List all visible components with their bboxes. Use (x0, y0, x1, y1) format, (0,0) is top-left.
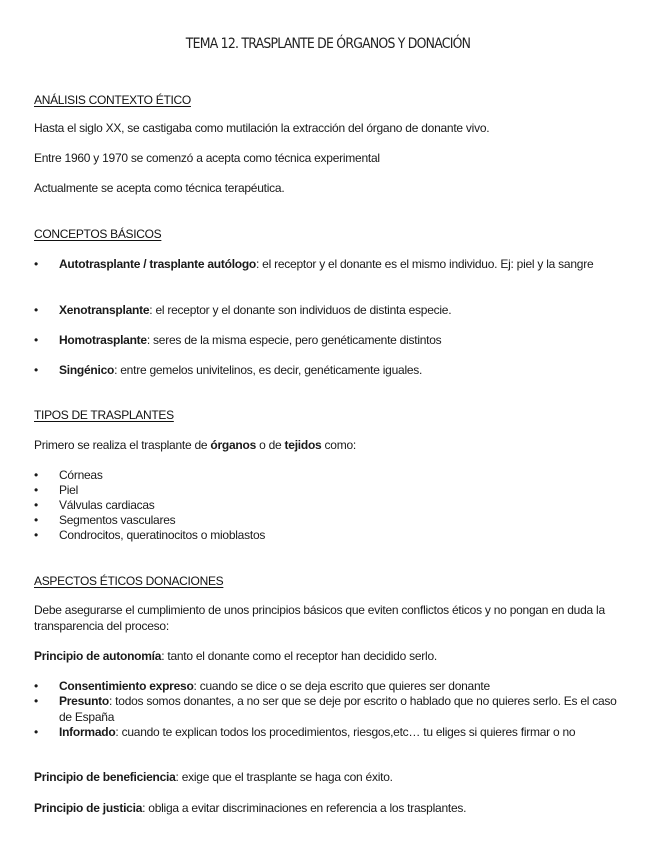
bullet: • (34, 257, 38, 271)
list-item (34, 483, 624, 499)
principle-text: : obliga a evitar discriminaciones en referencia a los trasplantes. (142, 801, 467, 815)
bullet: • (34, 528, 38, 542)
text-run: o de (256, 438, 285, 452)
bullet: • (34, 363, 38, 377)
list-item (34, 679, 624, 695)
paragraph (34, 649, 624, 665)
list-item-text: : todos somos donantes, a no ser que se deje por escrito o hablado que no quieres serlo. Es el caso de España (59, 694, 617, 724)
paragraph (34, 801, 624, 817)
text-run: Primero se realiza el trasplante de (34, 438, 211, 452)
list-item-text: Condrocitos, queratinocitos o mioblastos (59, 528, 266, 542)
bullet: • (34, 468, 38, 482)
section-heading-conceptos: CONCEPTOS BÁSICOS (34, 227, 162, 241)
list-item (34, 725, 626, 741)
bullet: • (34, 513, 38, 527)
list-item (34, 257, 624, 273)
list-item-text: : cuando se dice o se deja escrito que quieres ser donante (193, 679, 490, 693)
list-item-text: : entre gemelos univitelinos, es decir, genéticamente iguales. (114, 363, 423, 377)
list-item (34, 513, 624, 529)
text-run: como: (321, 438, 356, 452)
list-item-text: : cuando te explican todos los procedimientos, riesgos,etc… tu eliges si quieres firmar o no (115, 725, 576, 739)
principle-term: Principio de autonomía (34, 649, 162, 663)
list-item-text: : el receptor y el donante son individuos de distinta especie. (149, 303, 452, 317)
list-item-term: Xenotransplante (59, 303, 150, 317)
paragraph: Entre 1960 y 1970 se comenzó a acepta como técnica experimental (34, 151, 380, 165)
page-title: TEMA 12. TRASPLANTE DE ÓRGANOS Y DONACIÓN (185, 36, 471, 52)
paragraph (34, 438, 624, 454)
list-item-text: Segmentos vasculares (59, 513, 176, 527)
bullet: • (34, 725, 38, 739)
list-item (34, 528, 624, 544)
section-heading-tipos: TIPOS DE TRASPLANTES (34, 408, 174, 422)
list-item (34, 333, 624, 349)
list-item-term: Informado (59, 725, 116, 739)
list-item-text: : seres de la misma especie, pero genéticamente distintos (146, 333, 442, 347)
list-item (34, 303, 624, 319)
list-item-term: Singénico (59, 363, 115, 377)
principle-text: : tanto el donante como el receptor han decidido serlo. (161, 649, 437, 663)
list-item (34, 468, 624, 484)
list-item-text: : el receptor y el donante es el mismo individuo. Ej: piel y la sangre (256, 257, 594, 271)
section-heading-analisis: ANÁLISIS CONTEXTO ÉTICO (34, 93, 191, 107)
list-item (34, 363, 624, 379)
paragraph: Debe asegurarse el cumplimiento de unos principios básicos que eviten conflictos éticos y no pongan en duda la transparencia del proceso: (34, 603, 605, 633)
section-heading-aspectos: ASPECTOS ÉTICOS DONACIONES (34, 574, 224, 588)
list-item (34, 694, 626, 725)
paragraph: Actualmente se acepta como técnica terapéutica. (34, 181, 285, 195)
bullet: • (34, 333, 38, 347)
list-item-term: Autotrasplante / trasplante autólogo (59, 257, 257, 271)
list-item-text: Piel (59, 483, 79, 497)
text-run-bold: órganos (210, 438, 257, 452)
bullet: • (34, 694, 38, 708)
principle-text: : exige que el trasplante se haga con éxito. (175, 770, 393, 784)
principle-term: Principio de justicia (34, 801, 143, 815)
bullet: • (34, 679, 38, 693)
list-item-term: Consentimiento expreso (59, 679, 194, 693)
bullet: • (34, 498, 38, 512)
bullet: • (34, 303, 38, 317)
list-item (34, 498, 624, 514)
list-item-text: Córneas (59, 468, 103, 482)
paragraph: Hasta el siglo XX, se castigaba como mutilación la extracción del órgano de donante vivo. (34, 121, 490, 135)
list-item-text: Válvulas cardiacas (59, 498, 155, 512)
text-run-bold: tejidos (284, 438, 322, 452)
list-item-term: Homotrasplante (59, 333, 147, 347)
principle-term: Principio de beneficiencia (34, 770, 176, 784)
paragraph (34, 770, 624, 786)
list-item-term: Presunto (59, 694, 110, 708)
bullet: • (34, 483, 38, 497)
